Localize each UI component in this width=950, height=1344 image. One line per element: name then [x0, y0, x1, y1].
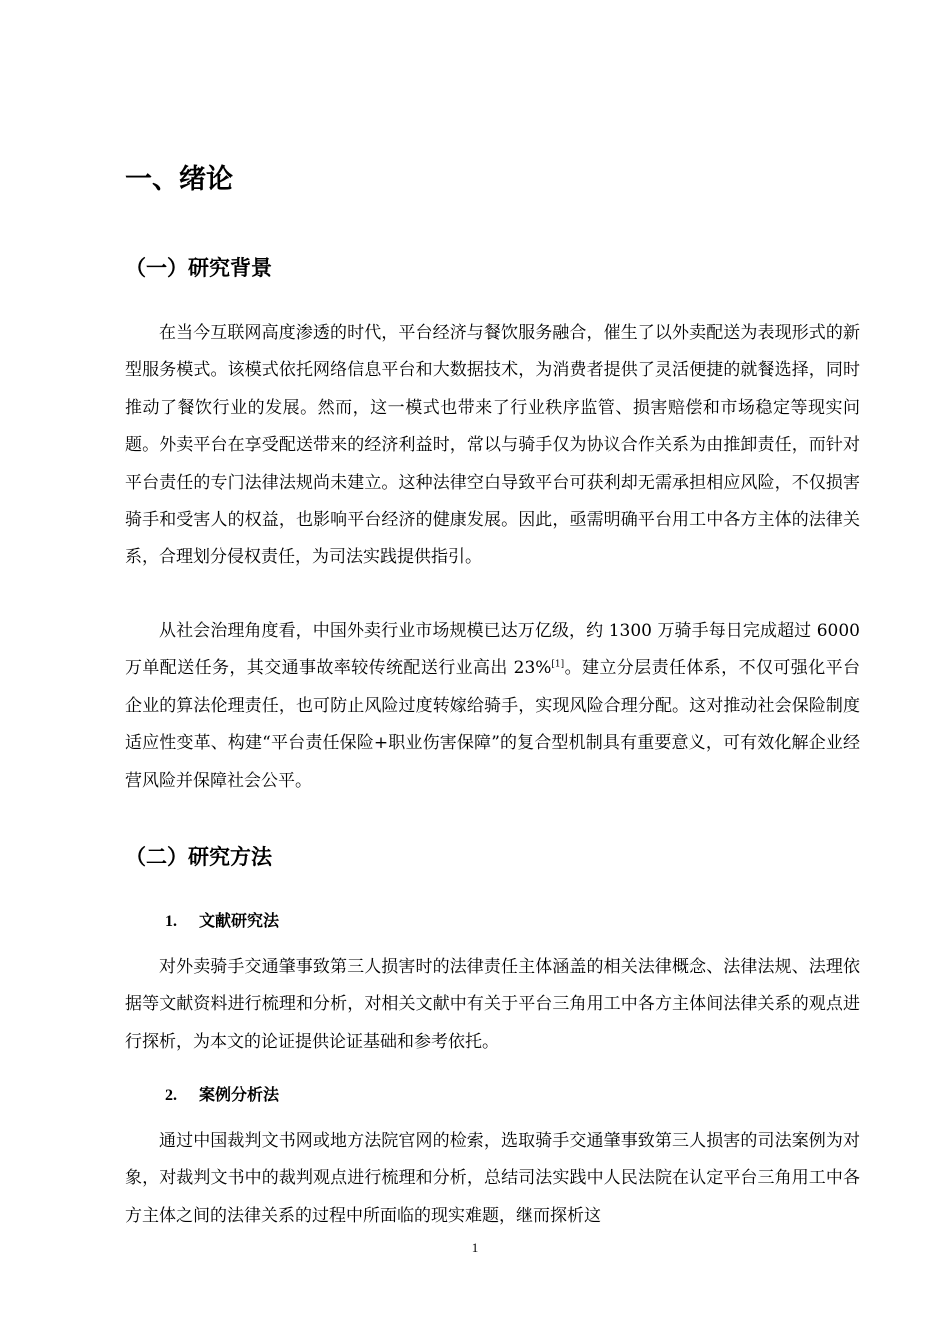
paragraph-text: 。建立分层责任体系，不仅可强化平台企业的算法伦理责任，也可防止风险过度转嫁给骑手，实现风险合理分配。这对推动社会保险制度适应性变革、构建“平台责任保险+职业伤害保障”的复合型机制具有重要意义，可有效化解企业经营风险并保障社会公平。 [125, 658, 860, 791]
method-number: 2. [165, 1087, 177, 1104]
background-paragraph-1: 在当今互联网高度渗透的时代，平台经济与餐饮服务融合，催生了以外卖配送为表现形式的新型服务模式。该模式依托网络信息平台和大数据技术，为消费者提供了灵活便捷的就餐选择，同时推动了餐饮行业的发展。然而，这一模式也带来了行业秩序监管、损害赔偿和市场稳定等现实问题。外卖平台在享受配送带来的经济利益时，常以与骑手仅为协议合作关系为由推卸责任，而针对平台责任的专门法律法规尚未建立。这种法律空白导致平台可获利却无需承担相应风险，不仅损害骑手和受害人的权益，也影响平台经济的健康发展。因此，亟需明确平台用工中各方主体的法律关系，合理划分侵权责任，为司法实践提供指引。 [125, 323, 860, 568]
page-number: 1 [471, 1240, 479, 1255]
method-heading-case-analysis [165, 1082, 279, 1109]
method-heading-literature [165, 908, 279, 935]
method-title: 案例分析法 [199, 1085, 280, 1104]
chapter-heading: 一、绪论 [125, 164, 233, 195]
case-analysis-paragraph: 通过中国裁判文书网或地方法院官网的检索，选取骑手交通肇事致第三人损害的司法案例为对象，对裁判文书中的裁判观点进行梳理和分析，总结司法实践中人民法院在认定平台三角用工中各方主体之间的法律关系的过程中所面临的现实难题，继而探析这 [125, 1131, 860, 1226]
section-heading-methods: （二）研究方法 [125, 845, 272, 869]
method-title: 文献研究法 [199, 911, 280, 930]
background-paragraph-2 [125, 613, 860, 800]
method-number: 1. [165, 913, 177, 930]
paragraph-text: 从社会治理角度看，中国外卖行业市场规模已达万亿级，约 1300 万骑手每日完成超过 6000 万单配送任务，其交通事故率较传统配送行业高出 23% [125, 621, 860, 679]
literature-method-paragraph: 对外卖骑手交通肇事致第三人损害时的法律责任主体涵盖的相关法律概念、法律法规、法理依据等文献资料进行梳理和分析，对相关文献中有关于平台三角用工中各方主体间法律关系的观点进行探析，为本文的论证提供论证基础和参考依托。 [125, 957, 860, 1052]
citation-reference: [1] [551, 659, 565, 670]
section-heading-background: （一）研究背景 [125, 256, 272, 280]
